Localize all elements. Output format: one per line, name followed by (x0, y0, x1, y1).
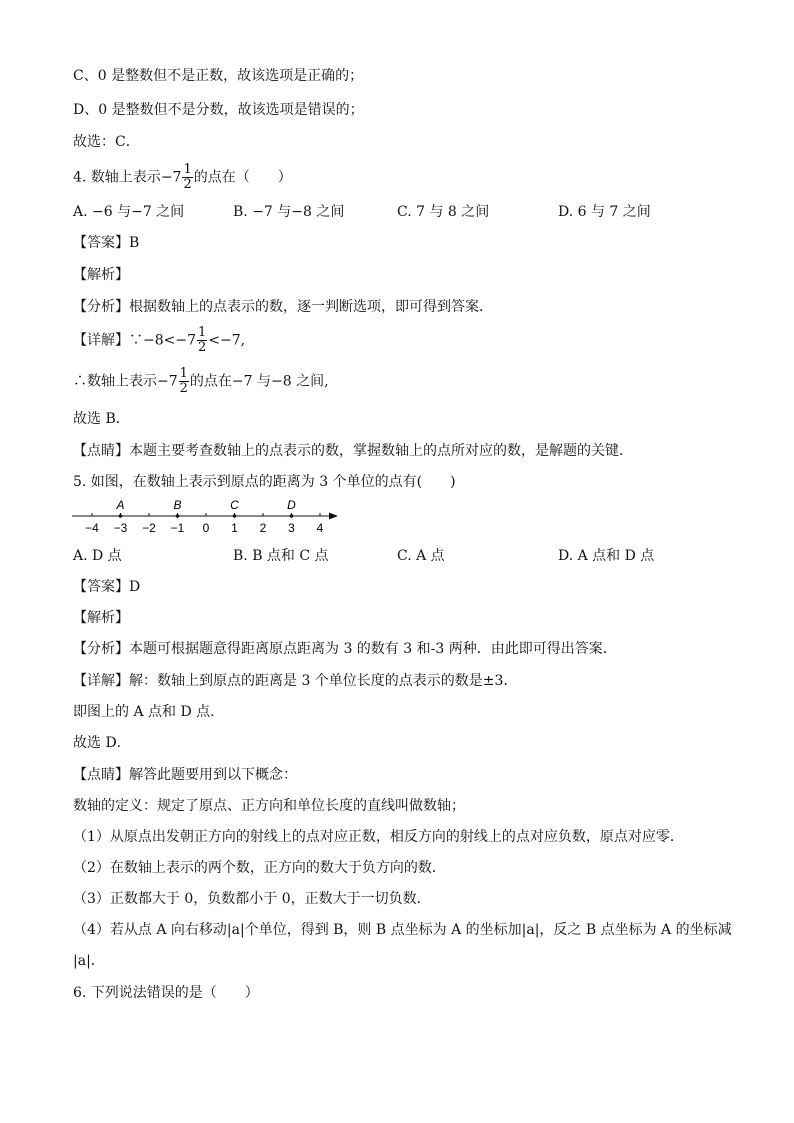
tick-label: 3 (288, 521, 295, 535)
remark-line (73, 766, 297, 784)
text-line: 故选 D． (73, 735, 131, 751)
text-line: （4）若从点 A 向右移动|a|个单位，得到 B，则 B 点坐标为 A 的坐标加|a|，反之 B 点坐标为 A 的坐标减 (73, 922, 732, 938)
point-dot (290, 514, 294, 518)
point-dot (176, 514, 180, 518)
question-suffix: 的点在（ ） (193, 169, 292, 186)
point-label: B (173, 498, 182, 512)
question-prefix: 4. 数轴上表示 (73, 169, 161, 186)
option-a: A. −6 与−7 之间 (73, 204, 185, 220)
remark-text: 本题主要考查数轴上的点表示的数，掌握数轴上的点所对应的数，是解题的关键． (129, 443, 633, 459)
fraction (179, 367, 189, 396)
answer-value: D (129, 579, 141, 595)
number-line-figure (70, 496, 350, 536)
answer-value: B (129, 235, 140, 251)
fraction-numerator: 1 (179, 366, 188, 381)
text-line: D、0 是整数但不是分数，故该选项是错误的； (73, 102, 364, 118)
axis-arrow (329, 513, 338, 520)
answer-tag: 【答案】 (73, 579, 129, 595)
analysis-line (73, 640, 617, 658)
fraction (182, 163, 192, 192)
point-dot (233, 514, 237, 518)
question-6: 6. 下列说法错误的是（ ） (73, 985, 259, 1001)
fraction-denominator: 2 (198, 340, 207, 355)
tick-label: −4 (85, 521, 99, 535)
tick-label: 2 (259, 521, 267, 535)
question-4 (73, 163, 292, 192)
tick-label: −1 (170, 521, 185, 535)
detail-line (73, 326, 245, 355)
detail-expr-a: ∵−8<−7 (129, 332, 197, 349)
option-b: B. −7 与−8 之间 (233, 204, 345, 220)
detail-line (73, 672, 517, 690)
remark-text: 解答此题要用到以下概念： (129, 767, 297, 783)
detail-line-2 (73, 367, 329, 396)
tick-label: −2 (142, 521, 156, 535)
fraction-denominator: 2 (183, 177, 192, 192)
option-a: A. D 点 (73, 548, 122, 564)
text-line: C、0 是整数但不是正数，故该选项是正确的； (73, 68, 364, 84)
text-line: （3）正数都大于 0，负数都小于 0，正数大于一切负数． (73, 891, 431, 907)
analysis-line (73, 298, 493, 316)
answer-tag: 【答案】 (73, 235, 129, 251)
text-line: 故选：C． (73, 134, 140, 150)
question-5: 5. 如图，在数轴上表示到原点的距离为 3 个单位的点有( ) (73, 474, 456, 490)
remark-label: 【点睛】 (73, 767, 129, 783)
tick-label: 0 (202, 521, 210, 535)
text-line: 数轴的定义：规定了原点、正方向和单位长度的直线叫做数轴； (73, 798, 465, 814)
detail-expr-b: <−7, (208, 332, 246, 349)
option-c: C. A 点 (397, 548, 445, 564)
point-dot (119, 514, 123, 518)
analysis-tag: 【解析】 (73, 610, 129, 626)
analysis-label: 【分析】 (73, 641, 129, 657)
fraction-denominator: 2 (179, 381, 188, 396)
option-d: D. A 点和 D 点 (558, 548, 655, 564)
answer-line (73, 234, 139, 252)
point-label: A (116, 498, 125, 512)
text-line: |a|． (73, 953, 105, 969)
analysis-text: 本题可根据题意得距离原点距离为 3 的数有 3 和-3 两种．由此即可得出答案． (129, 641, 617, 657)
text-line: （2）在数轴上表示的两个数，正方向的数大于负方向的数． (73, 860, 446, 876)
option-c: C. 7 与 8 之间 (397, 204, 490, 220)
remark-label: 【点睛】 (73, 443, 129, 459)
remark-line (73, 442, 633, 460)
text-line: 即图上的 A 点和 D 点. (73, 704, 215, 720)
detail-label: 【详解】 (73, 673, 129, 689)
fraction-numerator: 1 (183, 162, 192, 177)
text-line: （1）从原点出发朝正方向的射线上的点对应正数，相反方向的射线上的点对应负数，原点对应零． (73, 829, 684, 845)
point-label: C (230, 498, 239, 512)
tick-label: −3 (113, 521, 128, 535)
detail-label: 【详解】 (73, 332, 129, 349)
tick-label: 4 (316, 521, 324, 535)
answer-line (73, 578, 140, 596)
option-b: B. B 点和 C 点 (233, 548, 329, 564)
fraction-numerator: 1 (198, 325, 207, 340)
detail-expr-a: ∴数轴上表示−7 (73, 373, 178, 390)
detail-expr-b: 的点在−7 与−8 之间, (189, 373, 329, 390)
detail-text: 解：数轴上到原点的距离是 3 个单位长度的点表示的数是±3． (129, 673, 518, 689)
tick-label: 1 (231, 521, 238, 535)
analysis-tag: 【解析】 (73, 267, 129, 283)
option-d: D. 6 与 7 之间 (558, 204, 651, 220)
fraction (197, 326, 207, 355)
mixed-whole: −7 (160, 169, 182, 186)
analysis-text: 根据数轴上的点表示的数，逐一判断选项，即可得到答案． (129, 299, 493, 315)
point-label: D (287, 498, 296, 512)
analysis-label: 【分析】 (73, 299, 129, 315)
text-line: 故选 B． (73, 411, 130, 427)
